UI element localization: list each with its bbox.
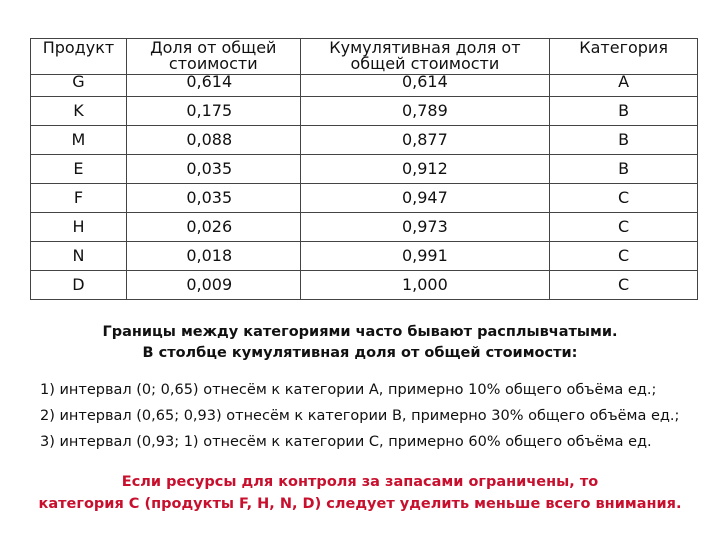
header-product: Продукт bbox=[31, 39, 127, 75]
cell-product: E bbox=[31, 155, 127, 184]
cell-category: B bbox=[550, 155, 698, 184]
interval-item-b: 2) интервал (0,65; 0,93) отнесём к категории В, примерно 30% общего объёма ед.; bbox=[40, 408, 680, 424]
interval-item-a: 1) интервал (0; 0,65) отнесём к категории А, примерно 10% общего объёма ед.; bbox=[40, 382, 657, 398]
cell-product: F bbox=[31, 184, 127, 213]
table-row bbox=[31, 97, 698, 126]
table-row bbox=[31, 75, 698, 97]
table-row bbox=[31, 242, 698, 271]
cell-cumulative: 0,991 bbox=[300, 242, 550, 271]
cell-product: M bbox=[31, 126, 127, 155]
abc-analysis-table bbox=[30, 38, 698, 300]
cell-share: 0,175 bbox=[126, 97, 300, 126]
cell-product: K bbox=[31, 97, 127, 126]
table-row bbox=[31, 126, 698, 155]
header-cumulative: Кумулятивная доля от общей стоимости bbox=[300, 39, 550, 75]
cell-product: H bbox=[31, 213, 127, 242]
cell-share: 0,088 bbox=[126, 126, 300, 155]
cell-product: G bbox=[31, 75, 127, 97]
header-share: Доля от общей стоимости bbox=[126, 39, 300, 75]
cell-cumulative: 0,973 bbox=[300, 213, 550, 242]
cell-category: B bbox=[550, 97, 698, 126]
note-cumulative-column: В столбце кумулятивная доля от общей стоимости: bbox=[142, 345, 578, 361]
cell-share: 0,009 bbox=[126, 271, 300, 300]
conclusion-line-2: категория С (продукты F, H, N, D) следует уделить меньше всего внимания. bbox=[38, 496, 682, 512]
note-fuzzy-boundaries: Границы между категориями часто бывают расплывчатыми. bbox=[102, 324, 618, 340]
cell-cumulative: 0,789 bbox=[300, 97, 550, 126]
table-row bbox=[31, 155, 698, 184]
cell-cumulative: 0,614 bbox=[300, 75, 550, 97]
table-row bbox=[31, 184, 698, 213]
table-row bbox=[31, 213, 698, 242]
cell-product: N bbox=[31, 242, 127, 271]
cell-cumulative: 0,947 bbox=[300, 184, 550, 213]
cell-share: 0,614 bbox=[126, 75, 300, 97]
cell-cumulative: 0,912 bbox=[300, 155, 550, 184]
cell-share: 0,035 bbox=[126, 155, 300, 184]
cell-share: 0,026 bbox=[126, 213, 300, 242]
cell-product: D bbox=[31, 271, 127, 300]
cell-category: C bbox=[550, 242, 698, 271]
cell-category: C bbox=[550, 271, 698, 300]
cell-category: B bbox=[550, 126, 698, 155]
cell-category: A bbox=[550, 75, 698, 97]
cell-category: C bbox=[550, 184, 698, 213]
table-header-row bbox=[31, 39, 698, 75]
cell-category: C bbox=[550, 213, 698, 242]
cell-cumulative: 0,877 bbox=[300, 126, 550, 155]
table-row bbox=[31, 271, 698, 300]
interval-item-c: 3) интервал (0,93; 1) отнесём к категории С, примерно 60% общего объёма ед. bbox=[40, 434, 652, 450]
cell-share: 0,018 bbox=[126, 242, 300, 271]
header-category: Категория bbox=[550, 39, 698, 75]
cell-cumulative: 1,000 bbox=[300, 271, 550, 300]
conclusion-line-1: Если ресурсы для контроля за запасами ограничены, то bbox=[121, 474, 599, 490]
cell-share: 0,035 bbox=[126, 184, 300, 213]
